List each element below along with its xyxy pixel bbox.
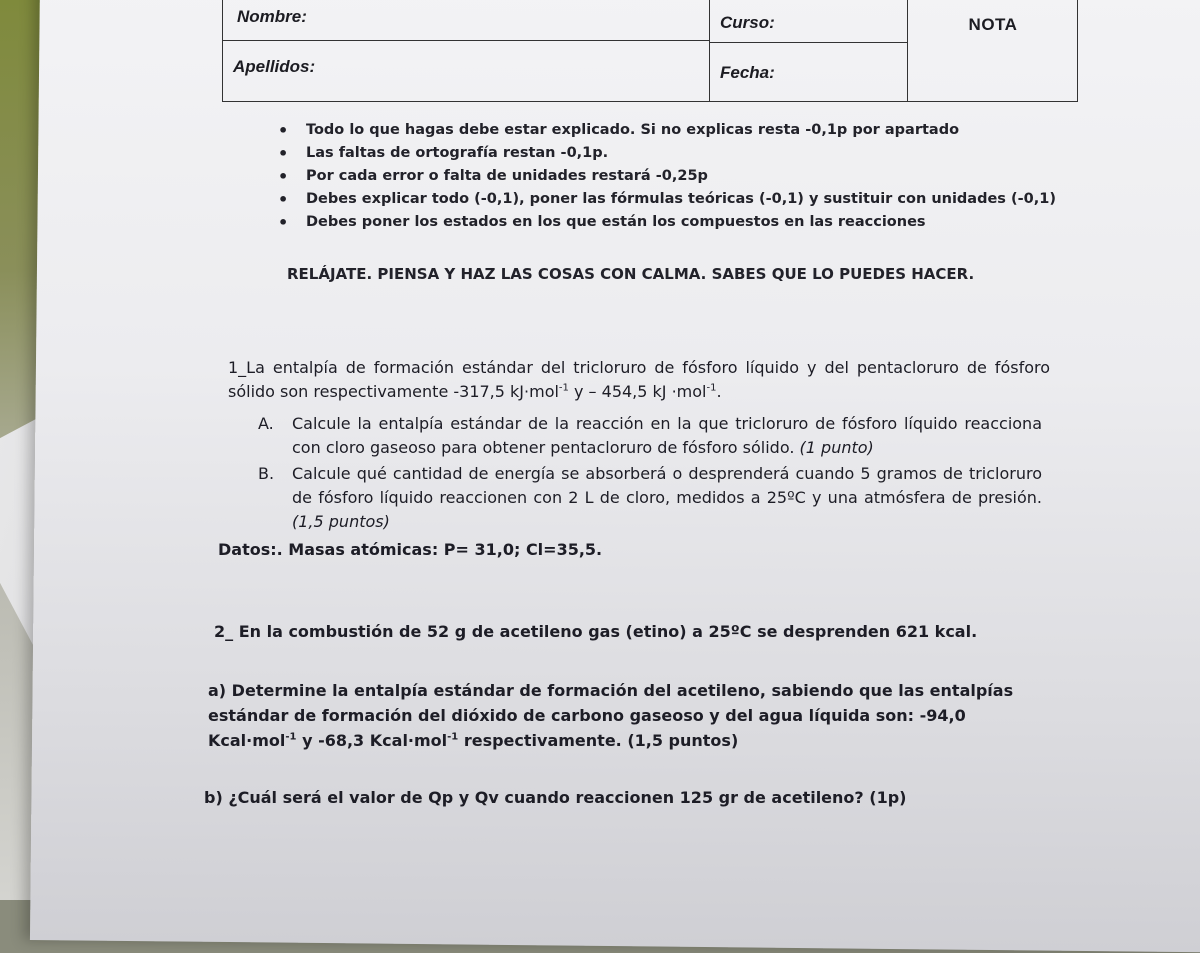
option-body: [292, 462, 1042, 534]
question-2-intro: 2_ En la combustión de 52 g de acetileno gas (etino) a 25ºC se desprenden 621 kcal.: [214, 622, 978, 641]
question-2-part-a: [208, 678, 1038, 753]
q2a-sup: -1: [285, 731, 297, 743]
q1-intro-text: .: [716, 382, 722, 401]
q1-intro-text: 1_La entalpía de formación estándar del tricloruro de fósforo líquido y del pentacloruro de fósforo sólido son respectivamente -317,5 kJ·mol: [228, 358, 1050, 401]
exam-rules-list: [270, 122, 1070, 237]
q1-sup: -1: [706, 382, 717, 394]
student-info-table: [222, 0, 1078, 102]
curso-label: Curso:: [720, 13, 775, 32]
rule-item: • Debes explicar todo (-0,1), poner las fórmulas teóricas (-0,1) y sustituir con unidades (-0,1): [270, 191, 1070, 214]
nombre-label: Nombre:: [237, 7, 307, 26]
rule-item: • Por cada error o falta de unidades restará -0,25p: [270, 168, 1070, 191]
question-1-intro: [228, 356, 1050, 404]
question-1-part-a: [258, 412, 1050, 460]
q2a-text: y -68,3 Kcal·mol: [296, 731, 448, 750]
option-letter: B.: [258, 464, 275, 483]
nota-label: NOTA: [968, 15, 1018, 34]
option-body: [292, 412, 1042, 460]
rule-item: • Todo lo que hagas debe estar explicado. Si no explicas resta -0,1p por apartado: [270, 122, 1070, 145]
option-text: Calcule la entalpía estándar de la reacción en la que tricloruro de fósforo líquido reacciona con cloro gaseoso para obtener pentacloruro de fósforo sólido.: [292, 414, 1042, 457]
question-2-part-b: b) ¿Cuál será el valor de Qp y Qv cuando reaccionen 125 gr de acetileno? (1p): [204, 788, 907, 807]
fecha-cell: [710, 43, 908, 101]
motto-text: RELÁJATE. PIENSA Y HAZ LAS COSAS CON CALMA. SABES QUE LO PUEDES HACER.: [287, 265, 975, 283]
fecha-label: Fecha:: [720, 63, 775, 82]
q2a-text: respectivamente. (1,5 puntos): [458, 731, 739, 750]
rule-item: • Las faltas de ortografía restan -0,1p.: [270, 145, 1070, 168]
q2a-sup: -1: [447, 731, 459, 743]
option-points: (1,5 puntos): [292, 512, 390, 531]
rule-item: • Debes poner los estados en los que están los compuestos en las reacciones: [270, 214, 1070, 237]
nota-cell: [908, 0, 1078, 101]
q2a-text: a) Determine la entalpía estándar de formación del acetileno, sabiendo que las entalpías estándar de formación del dióxido de carbono gaseoso y del agua líquida son: -94,0 Kcal·mol: [208, 681, 1014, 750]
q1-sup: -1: [558, 382, 569, 394]
curso-cell: [710, 0, 908, 43]
option-letter: A.: [258, 414, 274, 433]
option-text: Calcule qué cantidad de energía se absorberá o desprenderá cuando 5 gramos de tricloruro de fósforo líquido reaccionen con 2 L de cloro, medidos a 25ºC y una atmósfera de presión.: [292, 464, 1042, 507]
q1-intro-text: y – 454,5 kJ ·mol: [568, 382, 707, 401]
question-1-part-b: [258, 462, 1050, 534]
apellidos-cell: [223, 41, 710, 101]
apellidos-label: Apellidos:: [233, 57, 316, 76]
datos-line: Datos:. Masas atómicas: P= 31,0; Cl=35,5.: [218, 540, 603, 559]
option-points: (1 punto): [799, 438, 874, 457]
nombre-cell: [223, 0, 710, 41]
